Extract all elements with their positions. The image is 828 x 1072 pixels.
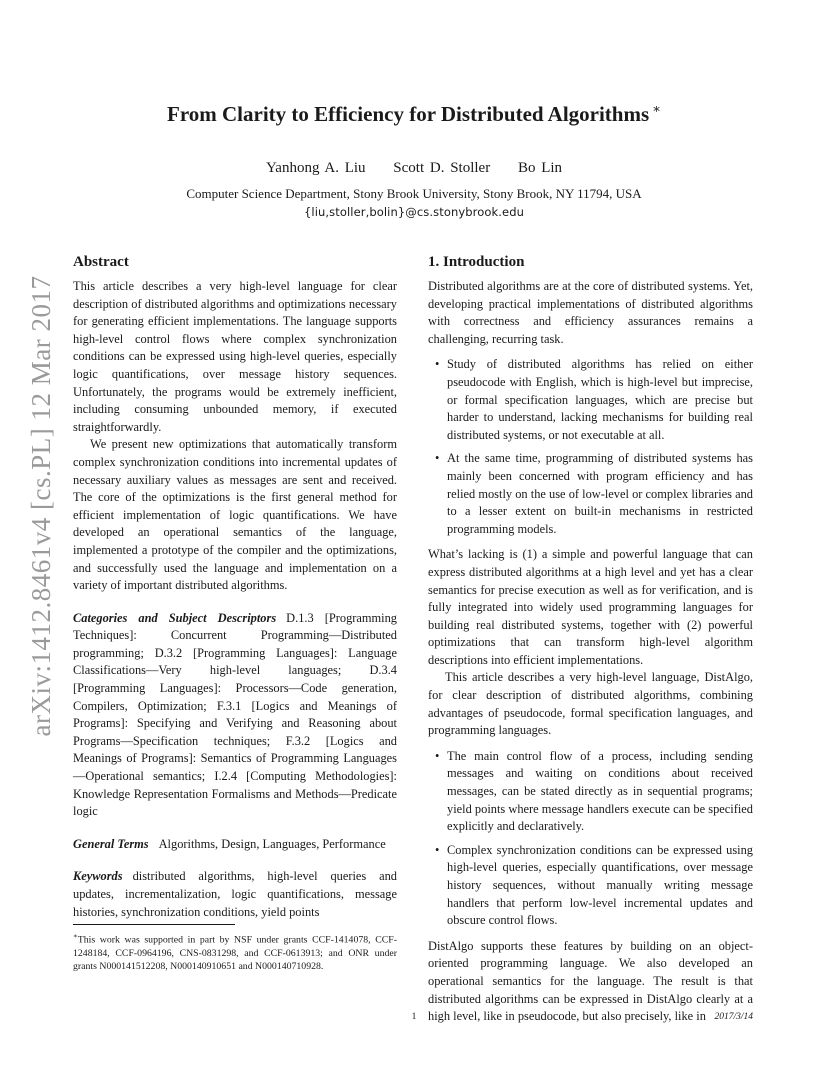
- footnote-rule: [73, 924, 235, 925]
- intro-paragraph: What’s lacking is (1) a simple and powerful language that can express distributed algorithms at a high level and yet has a clear semantics for precise execution as well as for verification, and is fully integrated into widely used programming languages for building real distributed systems, together with (2) powerful optimizations that can transform high-level algorithm descriptions into efficient implementations.: [428, 547, 753, 667]
- general-terms-label: General Terms: [73, 836, 149, 851]
- intro-bullet-list: [428, 748, 753, 930]
- paper-title: From Clarity to Efficiency for Distributed Algorithms ∗: [167, 101, 661, 126]
- introduction-heading: 1. Introduction: [428, 254, 525, 270]
- page-number: 1: [411, 1012, 417, 1022]
- arxiv-stamp-text: arXiv:1412.8461v4 [cs.PL] 12 Mar 2017: [26, 275, 56, 737]
- intro-paragraph: DistAlgo supports these features by building on an object-oriented programming language. We also developed an operational semantics for the language. The result is that distributed algorithms can be expressed in DistAlgo clearly at a high level, like in pseudocode, but also precisely, like in: [428, 938, 753, 1024]
- categories-text: D.1.3 [Programming Techniques]: Concurrent Programming—Distributed programming; D.3.2 [Programming Languages]: Language Classifications—Very high-level languages; D.3.4 [Programming Languages]: Processors—Code generation, Compilers, Optimization; F.3.1 [Logics and Meanings of Programs]: Specifying and Verifying and Reasoning about Programs—Specification techniques; F.3.2 [Logics and Meanings of Programs]: Semantics of Programming Languages—Operational semantics; I.2.4 [Computing Methodologies]: Knowledge Representation Formalisms and Methods—Predicate logic: [73, 610, 397, 819]
- intro-paragraph: Distributed algorithms are at the core of distributed systems. Yet, developing practical implementations of distributed algorithms with correctness and efficiency assurances remains a challenging, recurring task.: [428, 279, 753, 346]
- page-date: 2017/3/14: [714, 1012, 753, 1022]
- affiliation: Computer Science Department, Stony Brook University, Stony Brook, NY 11794, USA: [186, 186, 642, 201]
- arxiv-stamp: [22, 268, 60, 744]
- intro-bullet-list: [428, 356, 753, 538]
- author-name: Yanhong A. Liu: [265, 160, 366, 176]
- right-column: [428, 252, 753, 1026]
- author-name: Bo Lin: [517, 160, 563, 176]
- left-column: [73, 252, 397, 921]
- categories-label: Categories and Subject Descriptors: [73, 610, 277, 625]
- abstract-heading: Abstract: [73, 254, 129, 270]
- author-name: Scott D. Stoller: [393, 160, 491, 176]
- list-item: • At the same time, programming of distributed systems has mainly been concerned with program efficiency and has relied mostly on the use of low-level or complex libraries and to a lesser extent on built-in mechanisms in restricted programming models.: [447, 450, 753, 538]
- author-email: {liu,stoller,bolin}@cs.stonybrook.edu: [304, 205, 524, 219]
- general-terms-text: Algorithms, Design, Languages, Performance: [158, 836, 386, 851]
- general-terms-section: [73, 836, 397, 854]
- abstract-paragraph: This article describes a very high-level language for clear description of distributed algorithms and optimizations necessary for generating efficient implementations. The language supports high-level control flows where complex synchronization conditions can be expressed using high-level queries, especially logic quantifications, over message history sequences. Unfortunately, the programs would be extremely inefficient, including consuming unbounded memory, if executed straightforwardly.: [73, 279, 397, 434]
- intro-paragraph: This article describes a very high-level language, DistAlgo, for clear description of distributed algorithms, combining advantages of pseudocode, formal specification languages, and programming languages.: [428, 670, 753, 738]
- keywords-section: [73, 868, 397, 921]
- footnote-text: This work was supported in part by NSF under grants CCF-1414078, CCF-1248184, CCF-0964196, CNS-0831298, and CCF-0613913; and ONR under grants N000141512208, N000140910651 and N000140710928.: [73, 934, 397, 973]
- keywords-label: Keywords: [73, 869, 123, 884]
- list-item: • The main control flow of a process, including sending messages and waiting on conditions about received messages, can be stated directly as in sequential programs; yield points where message handlers execute can be specified explicitly and declaratively.: [447, 748, 753, 836]
- abstract-paragraph: We present new optimizations that automatically transform complex synchronization conditions into incremental updates of necessary auxiliary values as messages are sent and received. The core of the optimizations is the first general method for efficient implementation of logic quantifications. We have developed an operational semantics of the language, implemented a prototype of the compiler and the optimizations, and successfully used the language and implementation on a variety of important distributed algorithms.: [73, 437, 397, 593]
- categories-section: [73, 610, 397, 821]
- list-item: • Study of distributed algorithms has relied on either pseudocode with English, which is high-level but imprecise, or formal specification languages, which are precise but harder to understand, lacking mechanisms for building real distributed systems, or not executable at all.: [447, 356, 753, 444]
- list-item: • Complex synchronization conditions can be expressed using high-level queries, especially quantifications, over message history sequences, without manually writing message handlers that perform low-level incremental updates and obscure control flows.: [447, 842, 753, 930]
- author-list: [0, 160, 828, 177]
- footnote-mark: ∗: [73, 932, 78, 940]
- footnote: [73, 930, 397, 973]
- title-footnote-mark: ∗: [652, 101, 661, 116]
- keywords-text: distributed algorithms, high-level queries and updates, incrementalization, logic quantifications, message histories, synchronization conditions, yield points: [73, 869, 397, 919]
